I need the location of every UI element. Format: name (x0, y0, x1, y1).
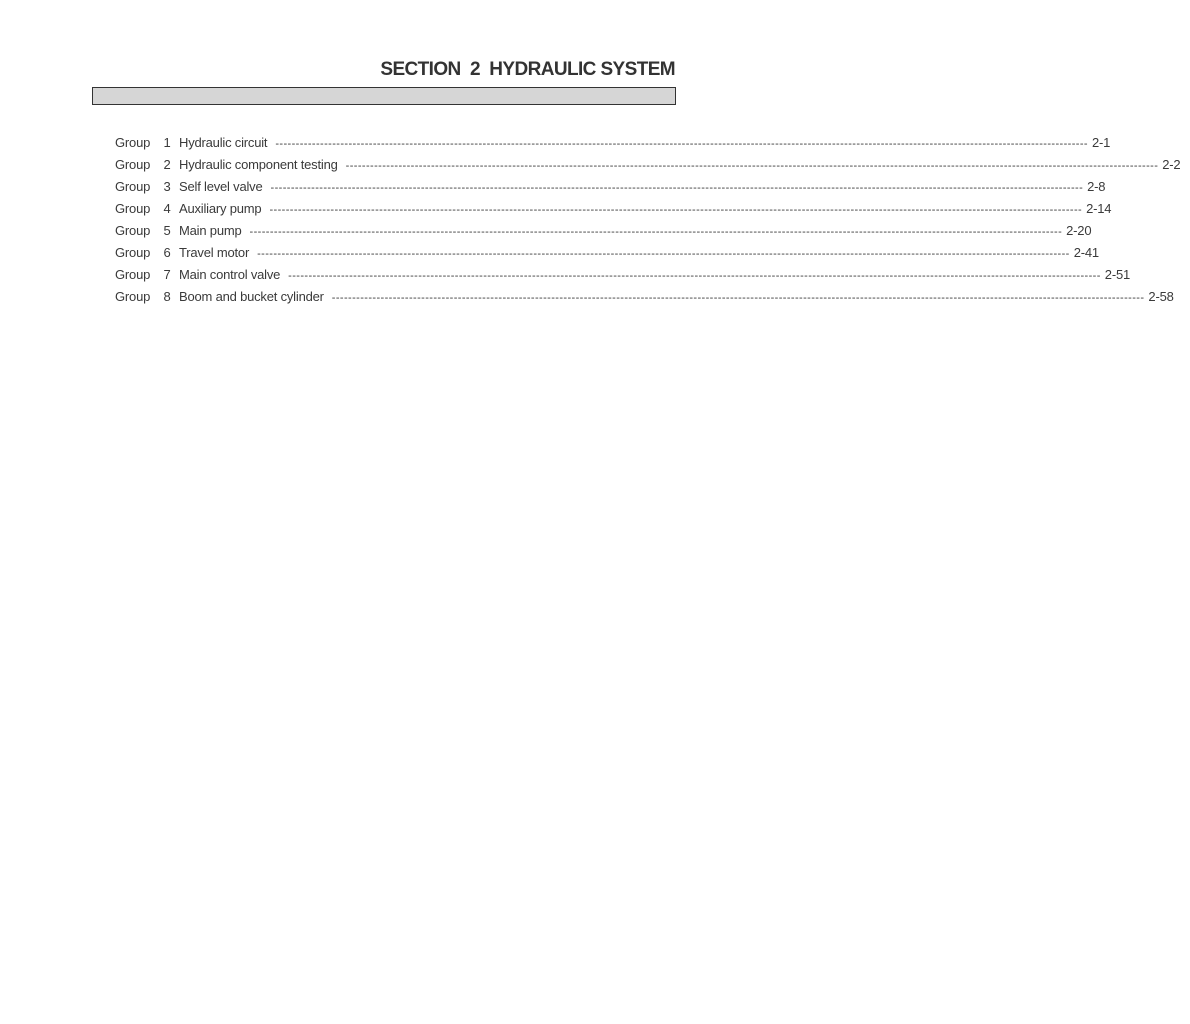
toc-row-1[interactable] (115, 135, 1111, 157)
toc-page-number: 2-51 (1104, 267, 1131, 282)
toc-row-6[interactable] (115, 245, 1099, 267)
section-title: SECTION 2 HYDRAULIC SYSTEM (380, 59, 675, 80)
toc-row-5[interactable] (115, 223, 1092, 245)
toc-group-number: 8 (163, 289, 171, 304)
toc-group-label: Group (115, 201, 151, 216)
toc-dot-leader: -------------------------------------------------------------------------------------------------------------------------------------------------------------------------------------------------------- (331, 292, 1145, 304)
toc-page-number: 2-2 (1162, 157, 1181, 172)
toc-dot-leader: -------------------------------------------------------------------------------------------------------------------------------------------------------------------------------------------------------- (288, 270, 1101, 282)
toc-group-label: Group (115, 179, 151, 194)
toc-group-label: Group (115, 245, 151, 260)
toc-group-number: 4 (163, 201, 171, 216)
toc-group-label: Group (115, 157, 151, 172)
toc-page-number: 2-20 (1066, 223, 1092, 238)
toc-dot-leader: -------------------------------------------------------------------------------------------------------------------------------------------------------------------------------------------------------- (345, 160, 1159, 172)
toc-page-number: 2-14 (1086, 201, 1112, 216)
toc-group-label: Group (115, 289, 151, 304)
toc-row-8[interactable] (115, 289, 1174, 311)
title-bar (92, 87, 676, 105)
toc-group-number: 6 (163, 245, 171, 260)
toc-group-number: 2 (163, 157, 171, 172)
toc-dot-leader: -------------------------------------------------------------------------------------------------------------------------------------------------------------------------------------------------------- (270, 182, 1084, 194)
toc-row-4[interactable] (115, 201, 1112, 223)
toc-row-3[interactable] (115, 179, 1106, 201)
toc-group-label: Group (115, 223, 151, 238)
toc-title: Hydraulic circuit (179, 135, 268, 150)
toc-title: Boom and bucket cylinder (179, 289, 324, 304)
table-of-contents (115, 135, 1181, 311)
toc-title: Main control valve (179, 267, 281, 282)
toc-title: Travel motor (179, 245, 250, 260)
toc-page-number: 2-58 (1148, 289, 1174, 304)
toc-group-label: Group (115, 267, 151, 282)
toc-group-label: Group (115, 135, 151, 150)
toc-dot-leader: -------------------------------------------------------------------------------------------------------------------------------------------------------------------------------------------------------- (249, 226, 1063, 238)
toc-title: Auxiliary pump (179, 201, 262, 216)
toc-title: Self level valve (179, 179, 263, 194)
toc-title: Hydraulic component testing (179, 157, 338, 172)
toc-row-7[interactable] (115, 267, 1131, 289)
toc-page-number: 2-1 (1091, 135, 1111, 150)
toc-row-2[interactable] (115, 157, 1181, 179)
toc-page-number: 2-41 (1073, 245, 1099, 260)
toc-page-number: 2-8 (1087, 179, 1106, 194)
toc-group-number: 7 (163, 267, 171, 282)
toc-dot-leader: -------------------------------------------------------------------------------------------------------------------------------------------------------------------------------------------------------- (269, 204, 1083, 216)
toc-group-number: 1 (163, 135, 171, 150)
toc-dot-leader: -------------------------------------------------------------------------------------------------------------------------------------------------------------------------------------------------------- (275, 138, 1088, 150)
toc-dot-leader: -------------------------------------------------------------------------------------------------------------------------------------------------------------------------------------------------------- (257, 248, 1070, 260)
toc-group-number: 5 (163, 223, 171, 238)
toc-title: Main pump (179, 223, 242, 238)
toc-group-number: 3 (163, 179, 171, 194)
